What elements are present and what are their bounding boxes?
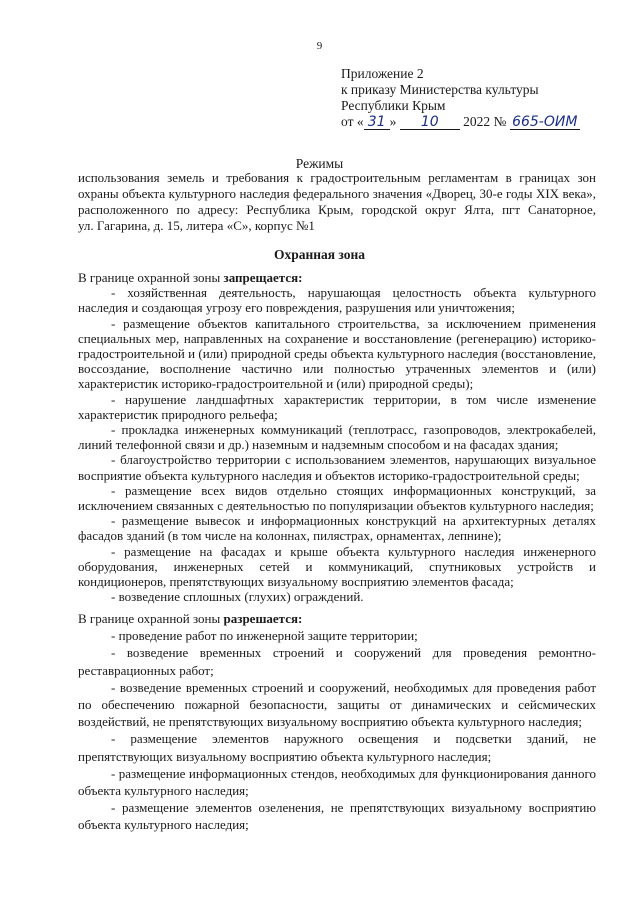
- permitted-item-text: - возведение временных строений и сооружений, необходимых для проведения работ по обеспечению пожарной безопасности, защиты от динамических и сейсмических воздействий, не препятствующих визуальному восприятию объекта культурного наследия;: [78, 679, 596, 730]
- handwritten-month: 10: [400, 115, 460, 130]
- list-item: [78, 589, 596, 604]
- from-prefix: от «: [341, 114, 364, 129]
- list-item: [78, 544, 596, 590]
- intro-paragraph: [78, 170, 596, 234]
- intro-line: охраны объекта культурного наследия федерального значения «Дворец, 30-е годы XIX века»,: [78, 186, 596, 201]
- prohibited-item-text: - нарушение ландшафтных характеристик территории, в том числе изменение характеристик природного рельефа;: [78, 391, 596, 422]
- appendix-line-1: Приложение 2: [341, 66, 424, 81]
- list-item: [78, 799, 596, 833]
- permitted-lead-bold: разрешается:: [223, 611, 303, 626]
- list-item: [78, 422, 596, 452]
- prohibited-item-text: - размещение вывесок и информационных конструкций на архитектурных деталях фасадов зданий (в том числе на колоннах, пилястрах, орнаментах, лепнине);: [78, 513, 596, 544]
- prohibited-lead-bold: запрещается:: [223, 270, 303, 285]
- intro-line: использования земель и требования к градостроительным регламентам в границах зон: [78, 170, 596, 185]
- list-item: [78, 513, 596, 543]
- list-item: [78, 285, 596, 315]
- appendix-line-3: Республики Крым: [341, 98, 446, 113]
- prohibited-item-text: - благоустройство территории с использованием элементов, нарушающих визуальное восприятие объекта культурного наследия и объектов историко-градостроительной среды;: [78, 452, 596, 483]
- permitted-item-text: - размещение информационных стендов, необходимых для функционирования данного объекта культурного наследия;: [78, 765, 596, 799]
- list-item: [78, 730, 596, 764]
- prohibited-lead: [78, 270, 596, 285]
- prohibited-item-text: - размещение объектов капитального строительства, за исключением применения специальных мер, направленных на сохранение и восстановление (регенерацию) историко-градостроительной и (или) природной среды объекта культурного наследия (восстановление, воссоздание, восполнение частично или полностью утраченных элементов и (или) характеристик историко-градостроительной и (или) природной среды);: [78, 315, 596, 392]
- quote-close: »: [389, 114, 397, 129]
- list-item: [78, 483, 596, 513]
- permitted-section: [78, 610, 596, 834]
- list-item: [78, 765, 596, 799]
- intro-line: ул. Гагарина, д. 15, литера «С», корпус №1: [78, 218, 315, 233]
- permitted-lead: [78, 610, 596, 627]
- appendix-block: [341, 66, 580, 130]
- document-title: Режимы: [295, 156, 344, 171]
- permitted-lead-text: В границе охранной зоны: [78, 611, 224, 626]
- handwritten-order-number: 665-ОИМ: [510, 115, 580, 130]
- prohibited-section: [78, 270, 596, 604]
- list-item: [78, 627, 596, 644]
- prohibited-item-text: - размещение всех видов отдельно стоящих информационных конструкций, за исключением связанных с деятельностью по популяризации объектов культурного наследия;: [78, 482, 596, 514]
- prohibited-item-text: - прокладка инженерных коммуникаций (теплотрасс, газопроводов, электрокабелей, линий телефонной связи и др.) наземным и надземным способом и на фасадах здания;: [78, 422, 596, 453]
- list-item: [78, 316, 596, 392]
- permitted-item-text: - возведение временных строений и сооружений для проведения ремонтно-реставрационных работ;: [78, 645, 596, 678]
- prohibited-lead-text: В границе охранной зоны: [78, 270, 224, 285]
- prohibited-item-text: - размещение на фасадах и крыше объекта культурного наследия инженерного оборудования, инженерных сетей и коммуникаций, спутниковых устройств и кондиционеров, препятствующих визуальному восприятию элементов фасада;: [78, 543, 596, 590]
- prohibited-item-text: - возведение сплошных (глухих) ограждений.: [111, 589, 364, 605]
- list-item: [78, 679, 596, 731]
- list-item: [78, 452, 596, 482]
- handwritten-day: 31: [364, 115, 390, 130]
- permitted-item-text: - размещение элементов наружного освещения и подсветки зданий, не препятствующих визуальному восприятию объекта культурного наследия;: [78, 731, 596, 764]
- appendix-line-2: к приказу Министерства культуры: [341, 82, 539, 97]
- section-heading: Охранная зона: [273, 247, 366, 262]
- intro-line: расположенного по адресу: Республика Крым, городской округ Ялта, пгт Санаторное,: [78, 202, 596, 217]
- year-number-label: 2022 №: [463, 114, 507, 129]
- page-number: 9: [316, 40, 323, 52]
- list-item: [78, 392, 596, 422]
- list-item: [78, 644, 596, 678]
- prohibited-item-text: - хозяйственная деятельность, нарушающая целостность объекта культурного наследия и создающая угрозу его повреждения, разрушения или уничтожения;: [78, 285, 596, 316]
- permitted-item-text: - проведение работ по инженерной защите территории;: [111, 628, 418, 644]
- order-date-line: [341, 114, 580, 130]
- permitted-item-text: - размещение элементов озеленения, не препятствующих визуальному восприятию объекта культурного наследия;: [78, 800, 596, 833]
